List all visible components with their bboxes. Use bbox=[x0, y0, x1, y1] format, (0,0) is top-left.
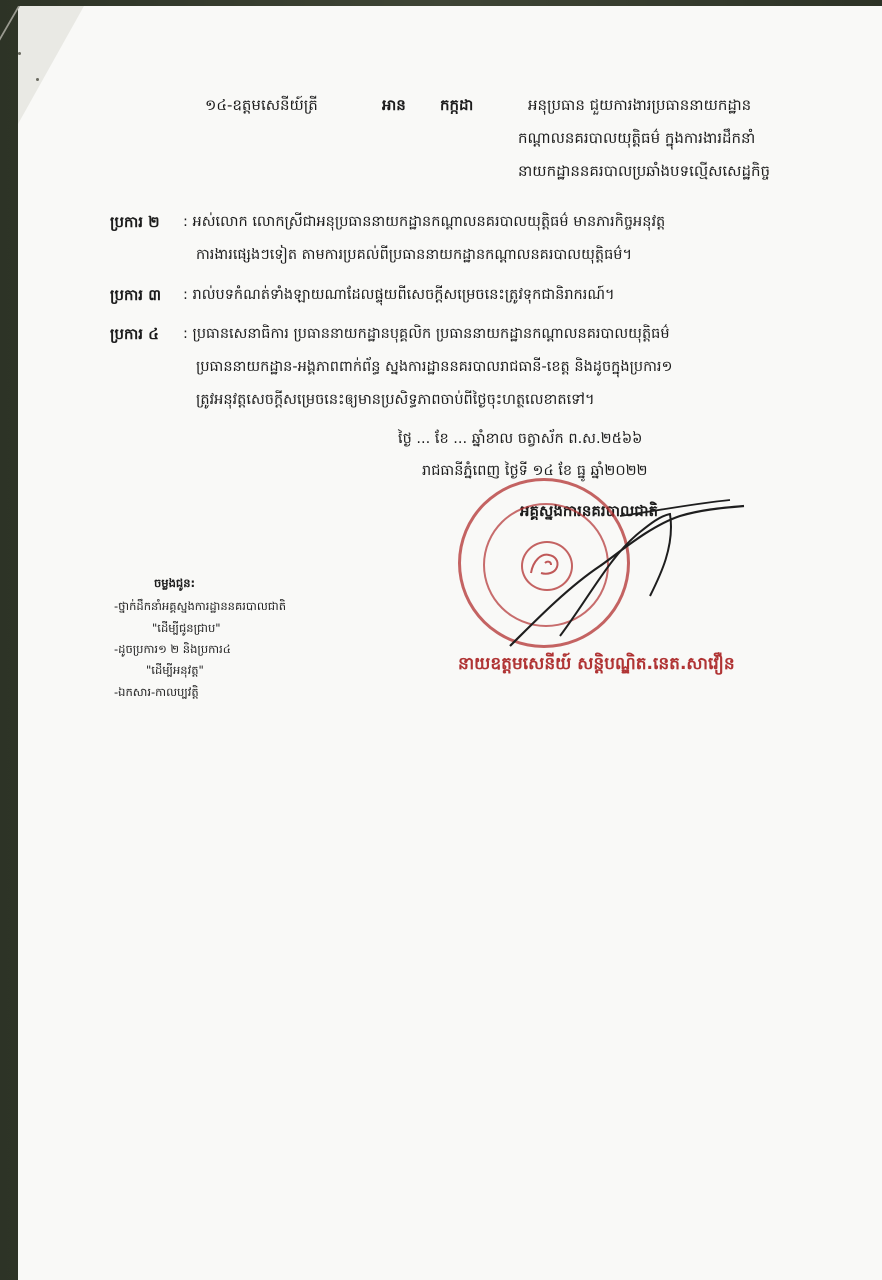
header-rank-number: ១៤-ឧត្តមសេនីយ៍ត្រី bbox=[205, 96, 318, 114]
recipient-item: "ដើម្បីអនុវត្ត" bbox=[146, 663, 204, 677]
date-solar: រាជធានីភ្នំពេញ ថ្ងៃទី ១៤ ខែ ធ្នូ ឆ្នាំ២០២២ bbox=[422, 463, 648, 479]
article-2-text-line1: : អស់លោក លោកស្រីជាអនុប្រធាននាយកដ្ឋានកណ្ដាលនគរបាលយុត្តិធម៌ មានភារកិច្ចអនុវត្ត bbox=[183, 214, 666, 230]
dust-speck bbox=[18, 52, 21, 55]
article-4-label: ប្រការ ៤ bbox=[110, 325, 159, 343]
header-position-line1: អនុប្រធាន ជួយការងារប្រធាននាយកដ្ឋាន bbox=[528, 96, 752, 114]
signature-title: អគ្គស្នងការនគរបាលជាតិ bbox=[520, 502, 659, 520]
article-4-text-line1: : ប្រធានសេនាធិការ ប្រធាននាយកដ្ឋានបុគ្គលិក ប្រធាននាយកដ្ឋានកណ្ដាលនគរបាលយុត្តិធម៌ bbox=[183, 326, 670, 342]
date-lunar: ថ្ងៃ ... ខែ ... ឆ្នាំខាល ចត្វាស័ក ព.ស.២៥៦៦ bbox=[398, 431, 643, 447]
dust-speck bbox=[36, 78, 39, 81]
recipient-item: -ថ្នាក់ដឹកនាំអគ្គស្នងការដ្ឋាននគរបាលជាតិ bbox=[114, 599, 287, 613]
article-2-label: ប្រការ ២ bbox=[110, 213, 160, 231]
handwritten-signature-icon bbox=[500, 486, 750, 656]
header-name-last: កក្កដា bbox=[440, 96, 474, 114]
recipient-item: -ឯកសារ-កាលប្បវត្តិ bbox=[114, 685, 199, 699]
article-2-text-line2: ការងារផ្សេងៗទៀត តាមការប្រគល់ពីប្រធាននាយកដ្ឋានកណ្ដាលនគរបាលយុត្តិធម៌។ bbox=[196, 247, 633, 263]
recipient-item: -ដូចប្រការ១ ២ និងប្រការ៤ bbox=[114, 642, 231, 656]
header-position-line2: កណ្ដាលនគរបាលយុត្តិធម៌ ក្នុងការងារដឹកនាំ bbox=[518, 129, 756, 147]
article-4-text-line2: ប្រធាននាយកដ្ឋាន-អង្គភាពពាក់ព័ន្ធ ស្នងការដ្ឋាននគរបាលរាជធានី-ខេត្ត និងដូចក្នុងប្រការ១ bbox=[196, 359, 673, 375]
article-3-label: ប្រការ ៣ bbox=[110, 286, 162, 304]
recipient-item: "ដើម្បីជូនជ្រាប" bbox=[152, 621, 221, 635]
signatory-name: នាយឧត្តមសេនីយ៍ សន្តិបណ្ឌិត.នេត.សាវឿន bbox=[458, 654, 735, 674]
recipients-heading: ចម្លងជូន: bbox=[154, 576, 196, 590]
header-name-first: អាន bbox=[382, 96, 406, 114]
article-4-text-line3: ត្រូវអនុវត្តសេចក្ដីសម្រេចនេះឲ្យមានប្រសិទ្ធភាពចាប់ពីថ្ងៃចុះហត្ថលេខាតទៅ។ bbox=[196, 392, 595, 408]
header-position-line3: នាយកដ្ឋាននគរបាលប្រឆាំងបទល្មើសសេដ្ឋកិច្ច bbox=[518, 162, 771, 180]
article-3-text-line1: : រាល់បទកំណត់ទាំងឡាយណាដែលផ្ទុយពីសេចក្ដីសម្រេចនេះត្រូវទុកជានិរាករណ៍។ bbox=[183, 287, 615, 303]
